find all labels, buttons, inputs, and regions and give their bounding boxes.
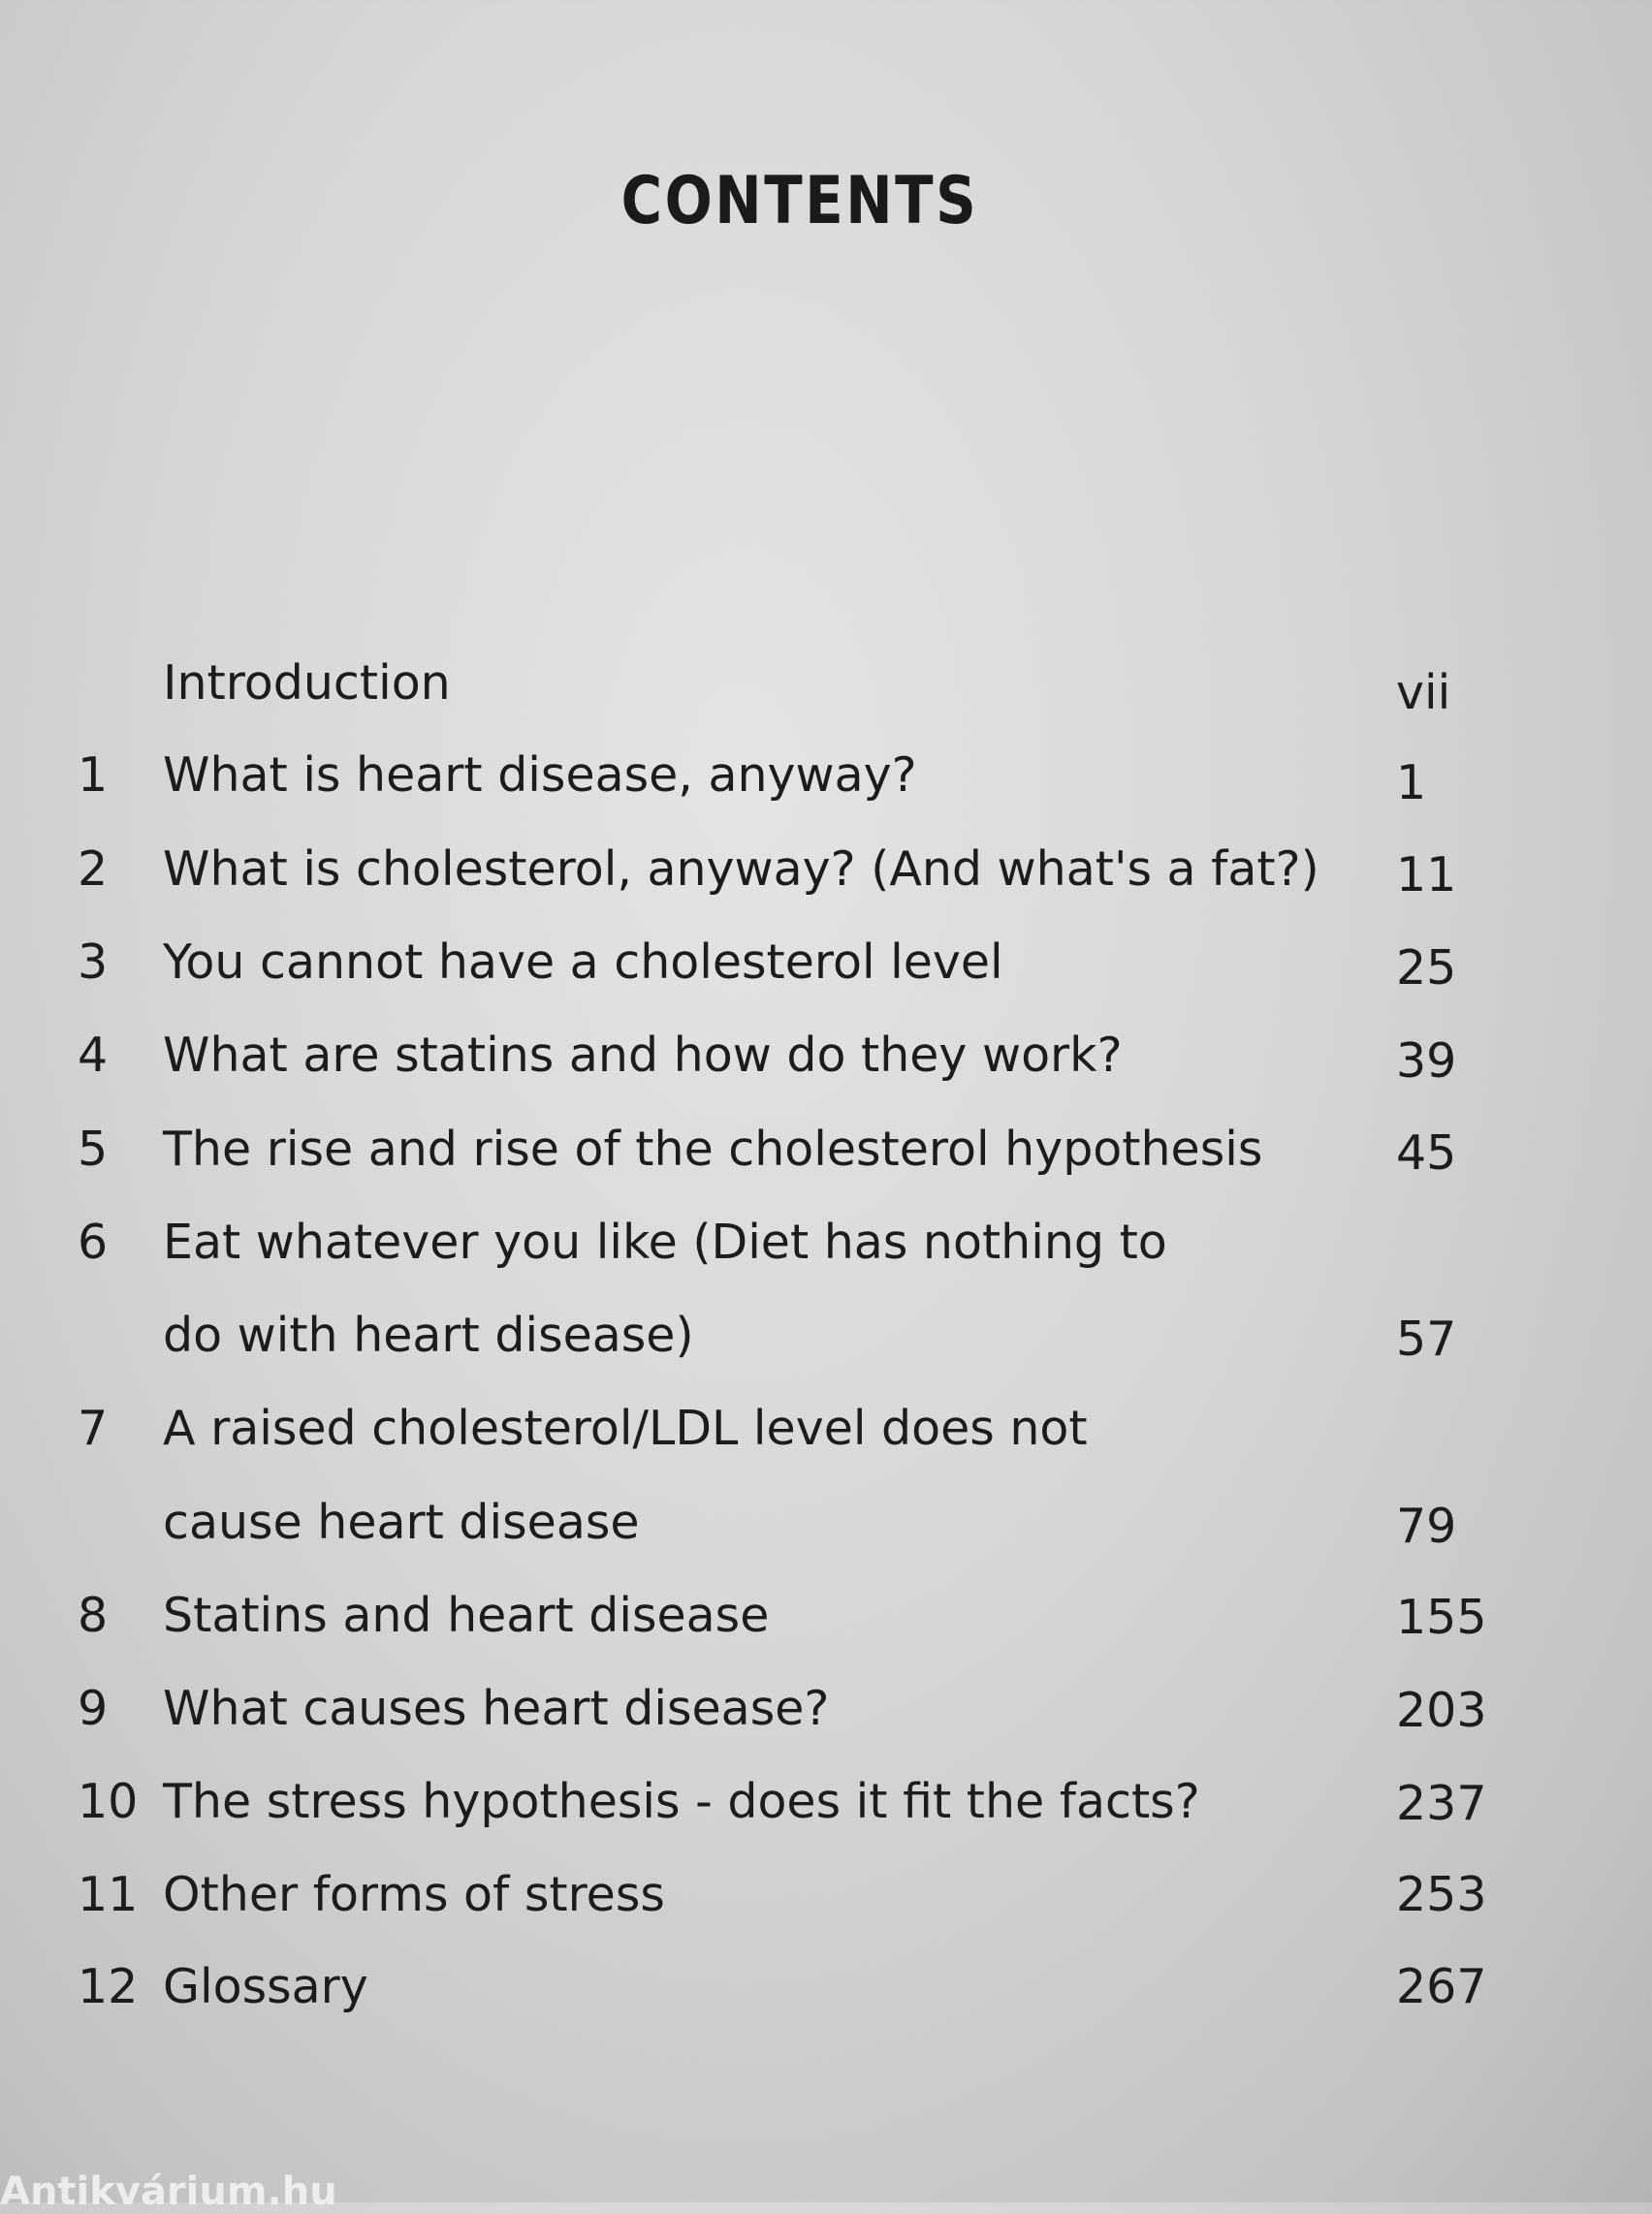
page-number: 57 xyxy=(1396,1312,1457,1367)
chapter-number: 9 xyxy=(78,1681,109,1736)
chapter-number: 2 xyxy=(78,841,109,897)
chapter-title: Statins and heart disease xyxy=(163,1588,770,1643)
chapter-number: 4 xyxy=(78,1028,109,1083)
toc-entry-6-continued xyxy=(0,1297,1652,1375)
toc-entry-7 xyxy=(0,1390,1652,1468)
page-number: 155 xyxy=(1396,1590,1487,1645)
toc-entry-8 xyxy=(0,1577,1652,1655)
toc-entry-introduction xyxy=(0,645,1652,722)
chapter-number: 12 xyxy=(78,1959,139,2014)
toc-entry-10 xyxy=(0,1763,1652,1841)
page-number: 1 xyxy=(1396,755,1427,810)
page-title: CONTENTS xyxy=(620,163,979,239)
page-number: 237 xyxy=(1396,1776,1487,1831)
toc-entry-7-continued xyxy=(0,1484,1652,1562)
chapter-title-continued: do with heart disease) xyxy=(163,1308,694,1363)
chapter-number: 10 xyxy=(78,1774,139,1829)
page-number: 79 xyxy=(1396,1499,1457,1554)
toc-entry-4 xyxy=(0,1017,1652,1094)
page-number: 203 xyxy=(1396,1683,1487,1738)
toc-entry-12 xyxy=(0,1948,1652,2026)
page-number: 45 xyxy=(1396,1125,1457,1181)
chapter-title: You cannot have a cholesterol level xyxy=(163,934,1003,990)
chapter-title: Other forms of stress xyxy=(163,1867,665,1922)
toc-entry-11 xyxy=(0,1856,1652,1934)
page-number: vii xyxy=(1396,665,1451,720)
chapter-title: The stress hypothesis - does it fit the facts? xyxy=(163,1774,1200,1829)
chapter-number: 7 xyxy=(78,1401,109,1456)
chapter-number: 11 xyxy=(78,1867,139,1922)
chapter-number: 1 xyxy=(78,747,109,803)
chapter-title: Eat whatever you like (Diet has nothing to xyxy=(163,1215,1167,1270)
chapter-title: The rise and rise of the cholesterol hypothesis xyxy=(163,1122,1263,1177)
page-number: 25 xyxy=(1396,940,1457,996)
chapter-number: 3 xyxy=(78,934,109,990)
page-number: 267 xyxy=(1396,1959,1487,2014)
page-number: 11 xyxy=(1396,847,1457,902)
chapter-number: 8 xyxy=(78,1588,109,1643)
page-number: 39 xyxy=(1396,1033,1457,1089)
toc-entry-5 xyxy=(0,1111,1652,1188)
chapter-title: What is cholesterol, anyway? (And what's a fat?) xyxy=(163,841,1319,897)
chapter-title: Glossary xyxy=(163,1959,368,2014)
toc-entry-3 xyxy=(0,924,1652,1001)
watermark: Antikvárium.hu xyxy=(0,2169,337,2214)
chapter-title: Introduction xyxy=(163,655,451,711)
chapter-title-continued: cause heart disease xyxy=(163,1495,640,1550)
chapter-title: What causes heart disease? xyxy=(163,1681,830,1736)
chapter-title: A raised cholesterol/LDL level does not xyxy=(163,1401,1088,1456)
chapter-number: 5 xyxy=(78,1122,109,1177)
toc-entry-6 xyxy=(0,1204,1652,1281)
chapter-title: What is heart disease, anyway? xyxy=(163,747,917,803)
toc-entry-1 xyxy=(0,737,1652,814)
toc-entry-9 xyxy=(0,1670,1652,1748)
toc-entry-2 xyxy=(0,831,1652,908)
chapter-title: What are statins and how do they work? xyxy=(163,1028,1123,1083)
page-number: 253 xyxy=(1396,1867,1487,1922)
chapter-number: 6 xyxy=(78,1215,109,1270)
